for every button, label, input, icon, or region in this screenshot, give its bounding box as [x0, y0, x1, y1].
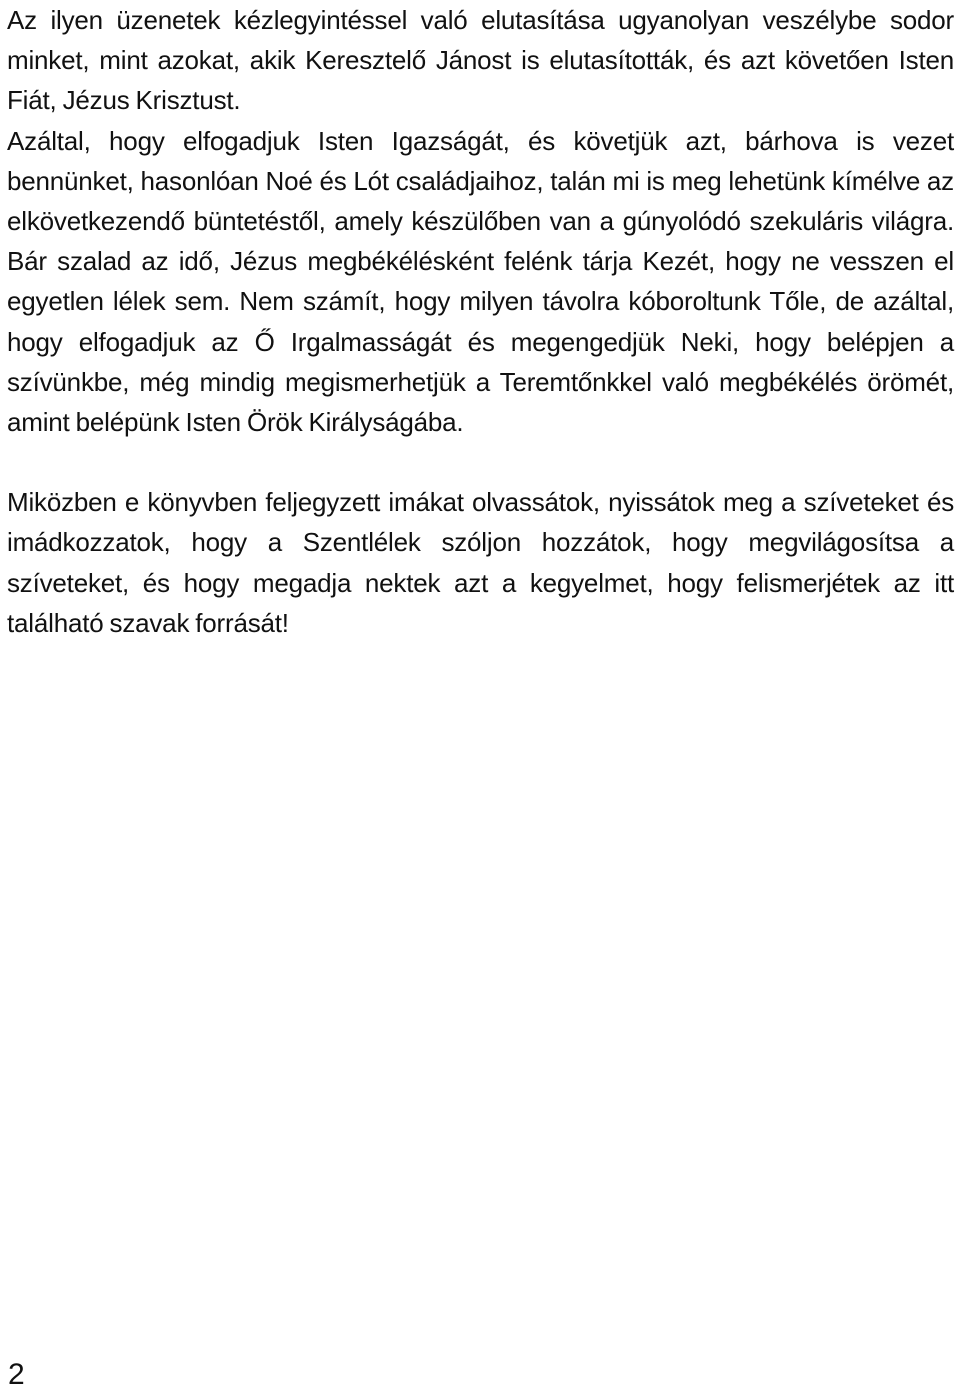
- paragraph-1: Az ilyen üzenetek kézlegyintéssel való elutasítása ugyanolyan veszélybe sodor minket, mint azokat, akik Keresztelő Jánost is elutasították, és azt követően Isten Fiát, Jézus Krisztust.: [7, 5, 954, 116]
- paragraph-2: Azáltal, hogy elfogadjuk Isten Igazságát, és követjük azt, bárhova is vezet bennünket, hasonlóan Noé és Lót családjaihoz, talán mi is meg lehetünk kímélve az elkövetkezendő büntetéstől, amely készülőben van a gúnyolódó szekuláris világra. Bár szalad az idő, Jézus megbékélésként felénk tárja Kezét, hogy ne vesszen el egyetlen lélek sem. Nem számít, hogy milyen távolra kóboroltunk Tőle, de azáltal, hogy elfogadjuk az Ő Irgalmasságát és megengedjük Neki, hogy belépjen a szívünkbe, még mindig megismerhetjük a Teremtőnkkel való megbékélés örömét, amint belépünk Isten Örök Királyságába.: [7, 125, 954, 438]
- paragraph-3: Miközben e könyvben feljegyzett imákat olvassátok, nyissátok meg a szíveteket és imádkozzatok, hogy a Szentlélek szóljon hozzátok, hogy megvilágosítsa a szíveteket, és hogy megadja nektek azt a kegyelmet, hogy felismerjétek az itt található szavak forrását!: [7, 487, 954, 638]
- document-body: [7, 0, 954, 643]
- page-number: 2: [8, 1358, 25, 1391]
